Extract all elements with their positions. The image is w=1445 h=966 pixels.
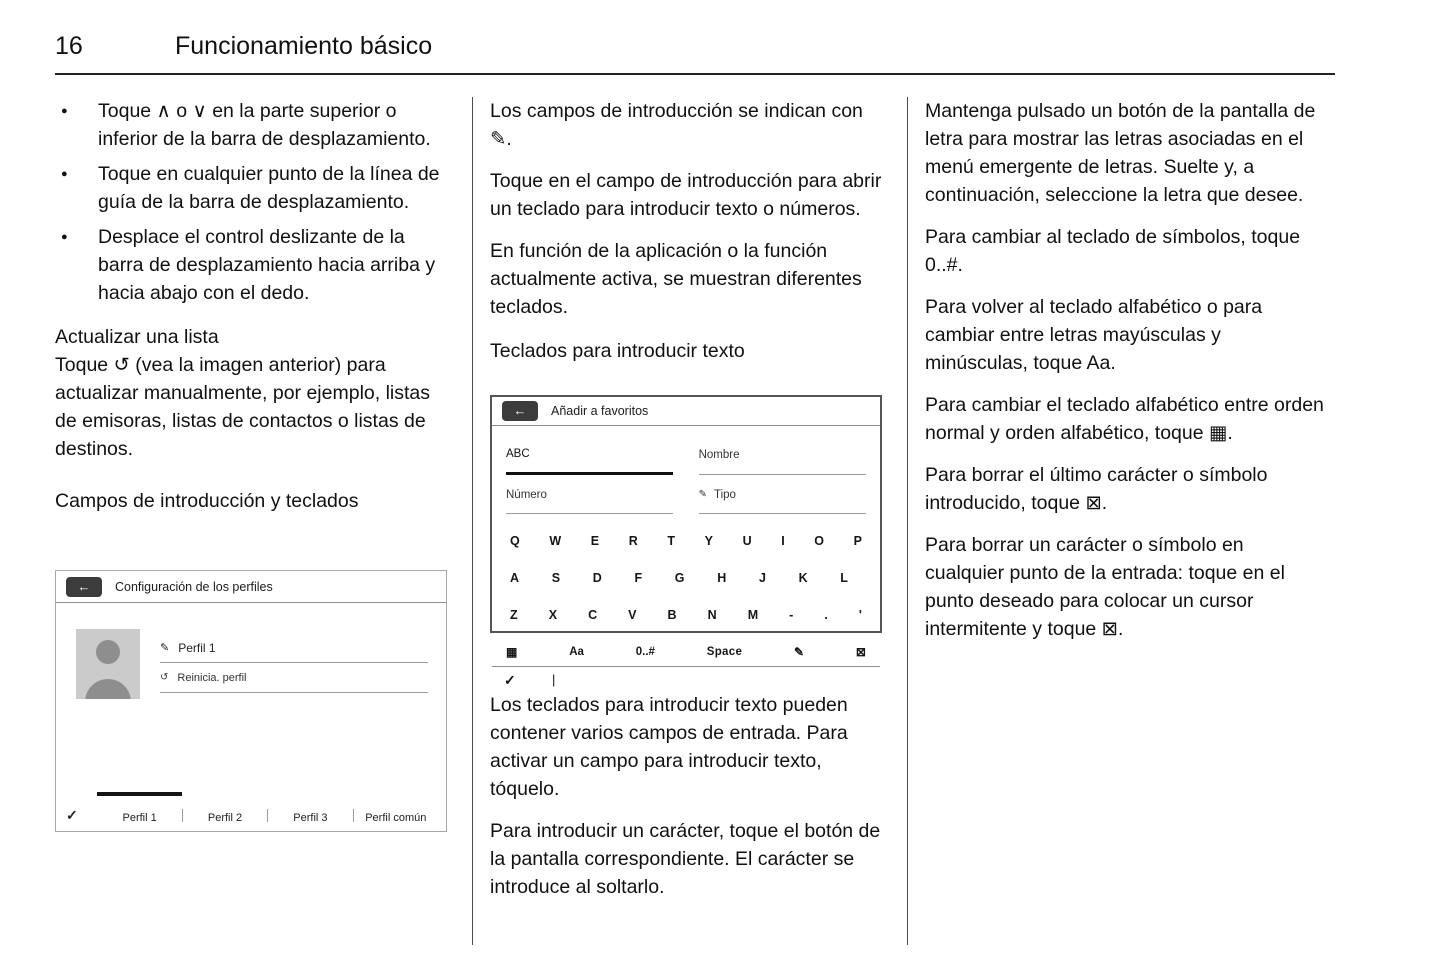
column-middle	[490, 97, 890, 945]
keyboard-key: D	[592, 571, 602, 585]
bullet-item	[55, 97, 455, 153]
keyboard-key: P	[853, 534, 862, 548]
keyboard-key: R	[628, 534, 638, 548]
keyboard-key: Q	[510, 534, 520, 548]
keyboard-confirm-bar	[492, 666, 880, 693]
paragraph: Toque ↺ (vea la imagen anterior) para actualizar manualmente, por ejemplo, listas de emisoras, listas de contactos o listas de destinos.	[55, 354, 431, 460]
nombre-label: Nombre	[698, 449, 740, 461]
bullet-text: Toque ∧ o ∨ en la parte superior o inferior de la barra de desplazamiento.	[98, 100, 431, 150]
back-button	[502, 401, 538, 421]
keyboard-layout-icon: ▦	[506, 645, 518, 659]
figure-profile-settings	[55, 570, 447, 832]
name-input-field	[506, 440, 673, 475]
bullet-list	[55, 97, 455, 307]
bullet-text: Desplace el control deslizante de la barra de desplazamiento hacia arriba y hacia abajo con el dedo.	[98, 226, 436, 304]
tab-perfil-1: Perfil 1	[97, 799, 181, 832]
section-heading-input-fields: Campos de introducción y teclados	[55, 490, 359, 512]
keyboard-key: W	[549, 534, 562, 548]
numero-input-field	[506, 481, 673, 514]
keyboard-key: I	[781, 534, 785, 548]
keyboard-keys	[492, 514, 880, 666]
reset-profile-label: Reinicia. perfil	[177, 671, 247, 684]
keyboard-key: E	[590, 534, 600, 548]
tab-perfil-comun: Perfil común	[365, 811, 427, 824]
keyboard-bottom-row	[492, 638, 880, 666]
column-left	[55, 97, 455, 945]
keyboard-key: O	[814, 534, 825, 548]
keyboard-row-3	[492, 601, 880, 629]
field-row	[506, 440, 866, 475]
content-columns	[55, 97, 1390, 945]
keyboard-key: B	[667, 608, 677, 622]
check-icon: ✓	[66, 807, 78, 823]
keyboard-row-2	[492, 564, 880, 592]
field-row	[506, 481, 866, 514]
screen-titlebar	[492, 397, 880, 426]
keyboard-key: -	[789, 608, 794, 622]
paragraph: Para cambiar al teclado de símbolos, toque 0..#.	[925, 226, 1301, 276]
profile-tab-bar	[56, 803, 446, 831]
name-field-value: ABC	[506, 448, 530, 460]
letter-popup-icon: ✎	[794, 645, 805, 659]
refresh-icon: ↺	[160, 671, 169, 683]
paragraph: Los campos de introducción se indican con ✎.	[490, 100, 863, 150]
keyboard-key: H	[717, 571, 727, 585]
paragraph: Para volver al teclado alfabético o para cambiar entre letras mayúsculas y minúsculas, toque Aa.	[925, 296, 1263, 374]
keyboard-key: Y	[704, 534, 713, 548]
profile-fields	[160, 629, 428, 699]
paragraph: Toque en el campo de introducción para abrir un teclado para introducir texto o números.	[490, 170, 882, 220]
keyboard-key: A	[510, 571, 520, 585]
avatar-head	[96, 640, 120, 664]
pencil-icon: ✎	[160, 641, 170, 654]
section-heading-text-keyboards: Teclados para introducir texto	[490, 340, 745, 362]
keyboard-key: .	[824, 608, 828, 622]
tipo-input-field	[699, 481, 866, 514]
keyboard-key: T	[667, 534, 675, 548]
keyboard-input-fields	[492, 426, 880, 514]
profile-body	[56, 603, 446, 699]
tipo-label: Tipo	[714, 489, 736, 501]
profile-name-field	[160, 633, 428, 663]
bullet-text: Toque en cualquier punto de la línea de guía de la barra de desplazamiento.	[98, 163, 440, 213]
page-number: 16	[55, 32, 83, 60]
keyboard-key: C	[588, 608, 598, 622]
screen-title: Configuración de los perfiles	[115, 579, 273, 594]
keyboard-key: U	[742, 534, 752, 548]
keyboard-key: F	[634, 571, 643, 585]
keyboard-key: S	[551, 571, 561, 585]
page-header	[55, 32, 1335, 75]
paragraph: Para cambiar el teclado alfabético entre orden normal y orden alfabético, toque ▦.	[925, 394, 1324, 444]
keyboard-key: X	[548, 608, 558, 622]
numero-label: Número	[506, 489, 547, 501]
check-icon: ✓	[504, 672, 516, 688]
keyboard-key: G	[674, 571, 685, 585]
paragraph: Mantenga pulsado un botón de la pantalla de letra para mostrar las letras asociadas en el menú emergente de letras. Suelte y, a continuación, seleccione la letra que desee.	[925, 100, 1316, 206]
page-title: Funcionamiento básico	[175, 32, 433, 60]
paragraph: Para introducir un carácter, toque el botón de la pantalla correspondiente. El carácter se introduce al soltarlo.	[490, 820, 881, 898]
screen-titlebar	[56, 571, 446, 603]
keyboard-key: L	[840, 571, 848, 585]
screen-title: Añadir a favoritos	[551, 404, 649, 418]
avatar-torso	[85, 679, 131, 699]
keyboard-key: V	[628, 608, 637, 622]
pencil-icon: ✎	[698, 489, 707, 500]
column-divider	[472, 97, 473, 945]
bullet-item	[55, 223, 455, 307]
keyboard-key: K	[798, 571, 808, 585]
paragraph: Para borrar un carácter o símbolo en cualquier punto de la entrada: toque en el punto deseado para colocar un cursor intermitente y toque ⊠.	[925, 534, 1285, 640]
nombre-label-field	[699, 440, 866, 475]
section-heading-update-list: Actualizar una lista	[55, 326, 219, 348]
keyboard-row-1	[492, 527, 880, 555]
figure-keyboard	[490, 395, 882, 688]
paragraph: Para borrar el último carácter o símbolo introducido, toque ⊠.	[925, 464, 1268, 514]
paragraph: En función de la aplicación o la función actualmente activa, se muestran diferentes teclados.	[490, 240, 862, 318]
tab-perfil-3: Perfil 3	[293, 811, 328, 824]
column-divider	[907, 97, 908, 945]
bullet-item	[55, 160, 455, 216]
profile-name-label: Perfil 1	[178, 640, 216, 655]
back-button	[66, 577, 102, 597]
back-arrow-icon: ←	[513, 403, 527, 418]
keyboard-key: '	[858, 608, 862, 622]
keyboard-key: N	[707, 608, 717, 622]
keyboard-key: Z	[510, 608, 518, 622]
keyboard-key: M	[747, 608, 759, 622]
text-cursor: |	[552, 672, 556, 687]
back-arrow-icon: ←	[77, 578, 91, 594]
space-key: Space	[706, 646, 743, 658]
reset-profile-field	[160, 663, 428, 693]
paragraph: Los teclados para introducir texto pueden contener varios campos de entrada. Para activar un campo para introducir texto, tóquelo.	[490, 694, 848, 800]
column-right	[925, 97, 1325, 945]
avatar	[76, 629, 140, 699]
keyboard-key: J	[758, 571, 766, 585]
symbols-key: 0..#	[635, 646, 655, 658]
backspace-icon: ⊠	[855, 645, 866, 659]
case-toggle-key: Aa	[569, 646, 584, 658]
tab-perfil-2: Perfil 2	[207, 811, 243, 824]
